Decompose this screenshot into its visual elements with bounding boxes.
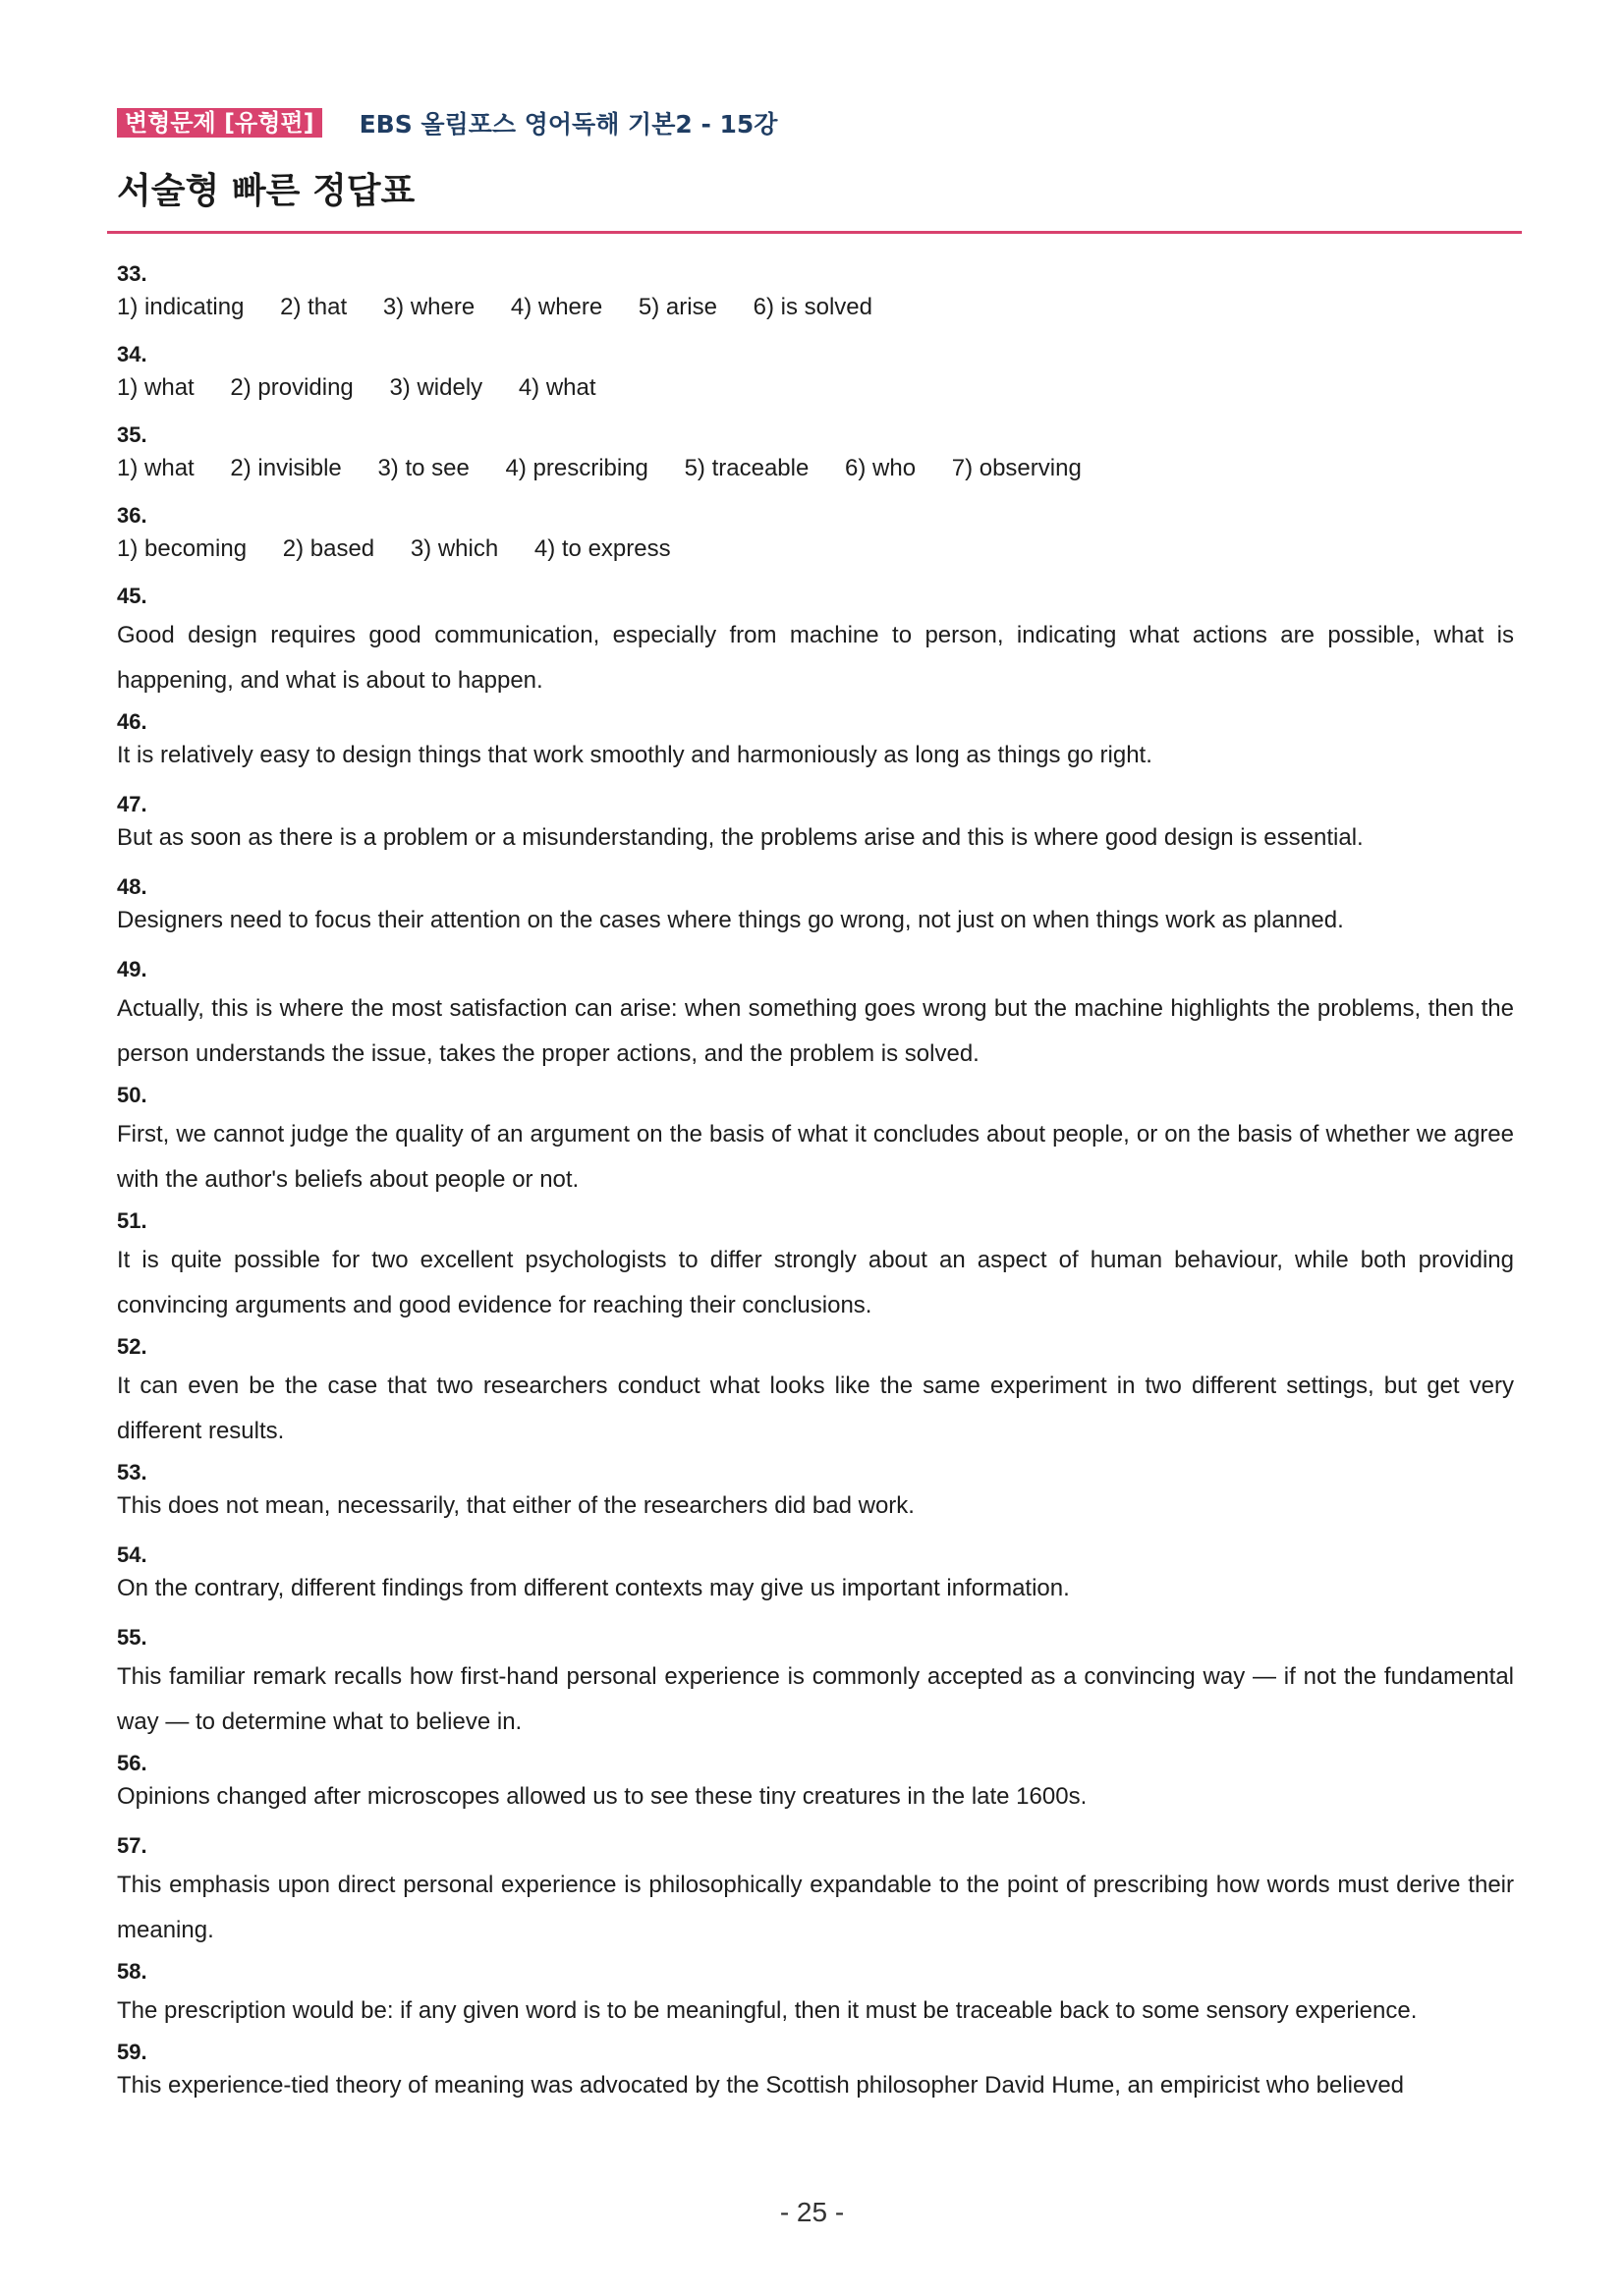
title-divider xyxy=(107,231,1522,234)
question-number: 36. xyxy=(117,503,147,528)
sentence-answer: It is relatively easy to design things that work smoothly and harmoniously as long as things go right. xyxy=(117,742,1152,768)
question-number: 52. xyxy=(117,1334,147,1359)
question-number: 53. xyxy=(117,1460,147,1484)
sentence-answer: Good design requires good communication, especially from machine to person, indicating what actions are possible, what is happening, and what is about to happen. xyxy=(117,622,1514,694)
answer-list xyxy=(117,257,1514,2118)
page-number: - 25 - xyxy=(779,2197,845,2227)
sentence-answer: But as soon as there is a problem or a misunderstanding, the problems arise and this is where good design is essential. xyxy=(117,824,1364,851)
short-answer-row xyxy=(117,371,1514,419)
answer: 2) that xyxy=(280,294,348,320)
short-answer-row xyxy=(117,291,1514,338)
answer: 3) to see xyxy=(377,455,470,481)
question-number: 57. xyxy=(117,1833,147,1858)
answer: 1) becoming xyxy=(117,535,248,562)
question-number: 33. xyxy=(117,261,147,286)
question-number: 45. xyxy=(117,584,147,608)
sentence-answer-item xyxy=(117,1204,1514,1328)
sentence-answer: It is quite possible for two excellent psychologists to differ strongly about an aspect of human behaviour, while both providing convincing arguments and good evidence for reaching their conclusions. xyxy=(117,1247,1514,1318)
sentence-answer: Designers need to focus their attention on the cases where things go wrong, not just on when things work as planned. xyxy=(117,907,1344,933)
answer: 4) prescribing xyxy=(505,455,648,481)
question-number: 51. xyxy=(117,1208,147,1233)
question-number: 55. xyxy=(117,1625,147,1650)
sentence-answer-item xyxy=(117,1456,1514,1537)
sentence-answer: First, we cannot judge the quality of an argument on the basis of what it concludes about people, or on the basis of whether we agree with the author's beliefs about people or not. xyxy=(117,1121,1514,1193)
series-title: EBS 올림포스 영어독해 기본2 - 15강 xyxy=(359,110,778,139)
question-number: 54. xyxy=(117,1542,147,1567)
sentence-answer-item xyxy=(117,1330,1514,1454)
sentence-answer-item xyxy=(117,705,1514,786)
question-number: 56. xyxy=(117,1751,147,1775)
category-badge: 변형문제 [유형편] xyxy=(117,108,322,138)
short-answer-row xyxy=(117,532,1514,580)
answer: 5) arise xyxy=(638,294,717,320)
sentence-answer-item xyxy=(117,953,1514,1077)
sentence-answer-item xyxy=(117,1079,1514,1203)
answer: 5) traceable xyxy=(684,455,810,481)
question-number: 47. xyxy=(117,792,147,816)
sentence-answer: This does not mean, necessarily, that either of the researchers did bad work. xyxy=(117,1492,915,1519)
answer: 2) invisible xyxy=(230,455,342,481)
short-answer-item xyxy=(117,257,1514,338)
question-number: 58. xyxy=(117,1959,147,1984)
answer: 3) where xyxy=(382,294,476,320)
sentence-answer: Actually, this is where the most satisfaction can arise: when something goes wrong but the machine highlights the problems, then the person understands the issue, takes the proper actions, and the problem is solved. xyxy=(117,995,1514,1067)
sentence-answer: The prescription would be: if any given word is to be meaningful, then it must be traceable back to some sensory experience. xyxy=(117,1997,1418,2024)
short-answer-item xyxy=(117,499,1514,580)
answer: 6) is solved xyxy=(753,294,872,320)
short-answer-item xyxy=(117,338,1514,419)
answer: 7) observing xyxy=(951,455,1082,481)
sentence-answer-item xyxy=(117,1829,1514,1953)
answer: 1) what xyxy=(117,374,195,401)
sentence-answer-item xyxy=(117,788,1514,868)
question-number: 48. xyxy=(117,874,147,899)
sentence-answer: On the contrary, different findings from different contexts may give us important information. xyxy=(117,1575,1070,1601)
sentence-answer-item xyxy=(117,1539,1514,1619)
question-number: 50. xyxy=(117,1083,147,1107)
question-number: 49. xyxy=(117,957,147,981)
sentence-answer: This emphasis upon direct personal experience is philosophically expandable to the point of prescribing how words must derive their meaning. xyxy=(117,1872,1514,1943)
answer: 2) providing xyxy=(230,374,354,401)
sentence-answer-item xyxy=(117,1955,1514,2034)
answer: 1) indicating xyxy=(117,294,245,320)
short-answer-row xyxy=(117,452,1514,499)
short-answer-item xyxy=(117,419,1514,499)
sentence-answer: This familiar remark recalls how first-hand personal experience is commonly accepted as a convincing way — if not the fundamental way — to determine what to believe in. xyxy=(117,1663,1514,1735)
answer: 2) based xyxy=(282,535,375,562)
answer: 4) what xyxy=(518,374,596,401)
sentence-answer-item xyxy=(117,2036,1514,2116)
answer: 1) what xyxy=(117,455,195,481)
sentence-answer-item xyxy=(117,1621,1514,1745)
answer: 3) widely xyxy=(389,374,483,401)
sentence-answer-item xyxy=(117,870,1514,951)
sentence-answer: It can even be the case that two researchers conduct what looks like the same experiment in two different settings, but get very different results. xyxy=(117,1372,1514,1444)
sentence-answer-item xyxy=(117,580,1514,703)
question-number: 59. xyxy=(117,2040,147,2064)
question-number: 34. xyxy=(117,342,147,366)
sentence-answer: Opinions changed after microscopes allowed us to see these tiny creatures in the late 1600s. xyxy=(117,1783,1088,1810)
answer: 4) to express xyxy=(533,535,671,562)
sentence-answer: This experience-tied theory of meaning was advocated by the Scottish philosopher David Hume, an empiricist who believed xyxy=(117,2072,1405,2099)
sentence-answer-item xyxy=(117,1747,1514,1827)
question-number: 35. xyxy=(117,422,147,447)
page-header xyxy=(117,105,777,140)
question-number: 46. xyxy=(117,709,147,734)
answer: 3) which xyxy=(410,535,499,562)
answer: 6) who xyxy=(845,455,917,481)
page-title: 서술형 빠른 정답표 xyxy=(117,171,416,211)
answer: 4) where xyxy=(510,294,603,320)
